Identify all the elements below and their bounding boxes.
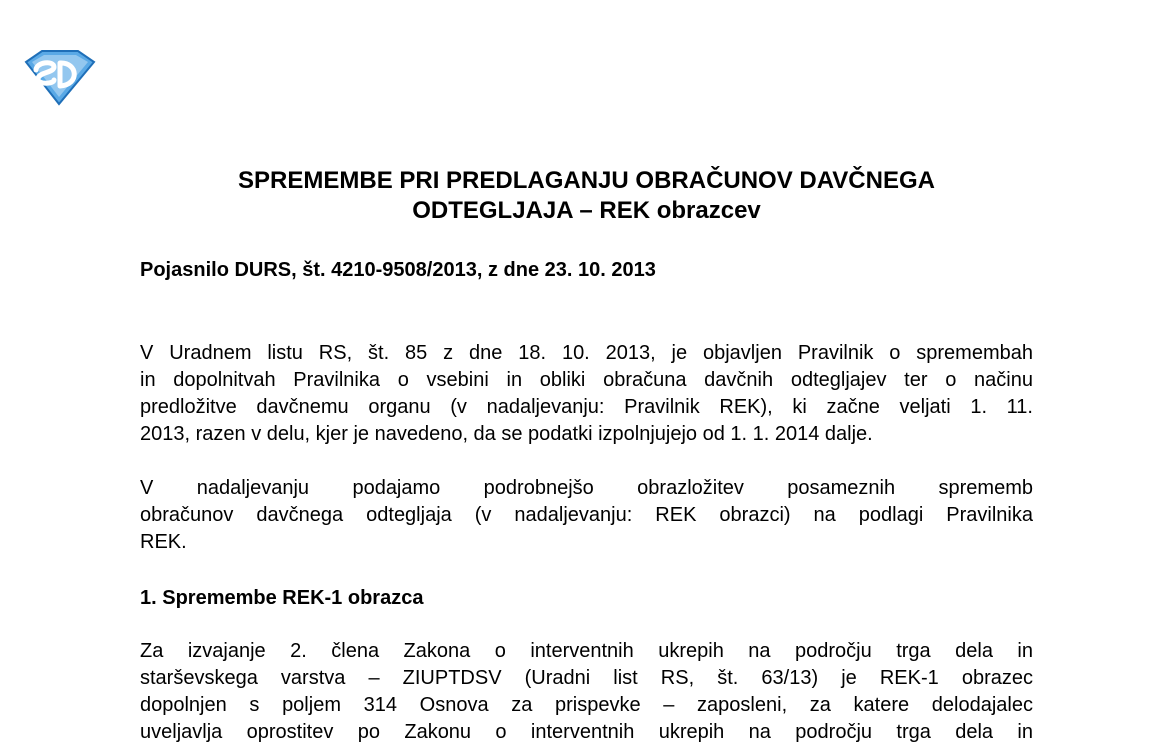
sd-logo-icon	[22, 48, 96, 106]
title-line-2: ODTEGLJAJA – REK obrazcev	[412, 197, 761, 224]
document-title	[140, 166, 1033, 226]
paragraph-line: predložitve davčnemu organu (v nadaljevanju: Pravilnik REK), ki začne veljati 1. 11.	[140, 396, 1033, 418]
paragraph-line: dopolnjen s poljem 314 Osnova za prispevke – zaposleni, za katere delodajalec	[140, 694, 1033, 716]
paragraph-line: 2013, razen v delu, kjer je navedeno, da se podatki izpolnjujejo od 1. 1. 2014 dalje.	[140, 423, 873, 445]
title-line-1: SPREMEMBE PRI PREDLAGANJU OBRAČUNOV DAVČNEGA	[238, 167, 935, 194]
paragraph-line: V nadaljevanju podajamo podrobnejšo obrazložitev posameznih sprememb	[140, 477, 1033, 499]
paragraph-line: starševskega varstva – ZIUPTDSV (Uradni list RS, št. 63/13) je REK-1 obrazec	[140, 667, 1033, 689]
paragraph-line: Za izvajanje 2. člena Zakona o interventnih ukrepih na področju trga dela in	[140, 640, 1033, 662]
section-heading: 1. Spremembe REK-1 obrazca	[140, 587, 424, 609]
document-subtitle: Pojasnilo DURS, št. 4210-9508/2013, z dne 23. 10. 2013	[140, 259, 656, 281]
paragraph-line: REK.	[140, 531, 187, 553]
paragraph-section1	[140, 638, 1033, 746]
paragraph-overview	[140, 475, 1033, 556]
paragraph-intro	[140, 340, 1033, 448]
paragraph-line: V Uradnem listu RS, št. 85 z dne 18. 10. 2013, je objavljen Pravilnik o spremembah	[140, 342, 1033, 364]
paragraph-line: in dopolnitvah Pravilnika o vsebini in obliki obračuna davčnih odtegljajev ter o načinu	[140, 369, 1033, 391]
paragraph-line: obračunov davčnega odtegljaja (v nadaljevanju: REK obrazci) na podlagi Pravilnika	[140, 504, 1033, 526]
paragraph-line: uveljavlja oprostitev po Zakonu o interventnih ukrepih na področju trga dela in	[140, 721, 1033, 743]
company-logo	[22, 48, 96, 106]
